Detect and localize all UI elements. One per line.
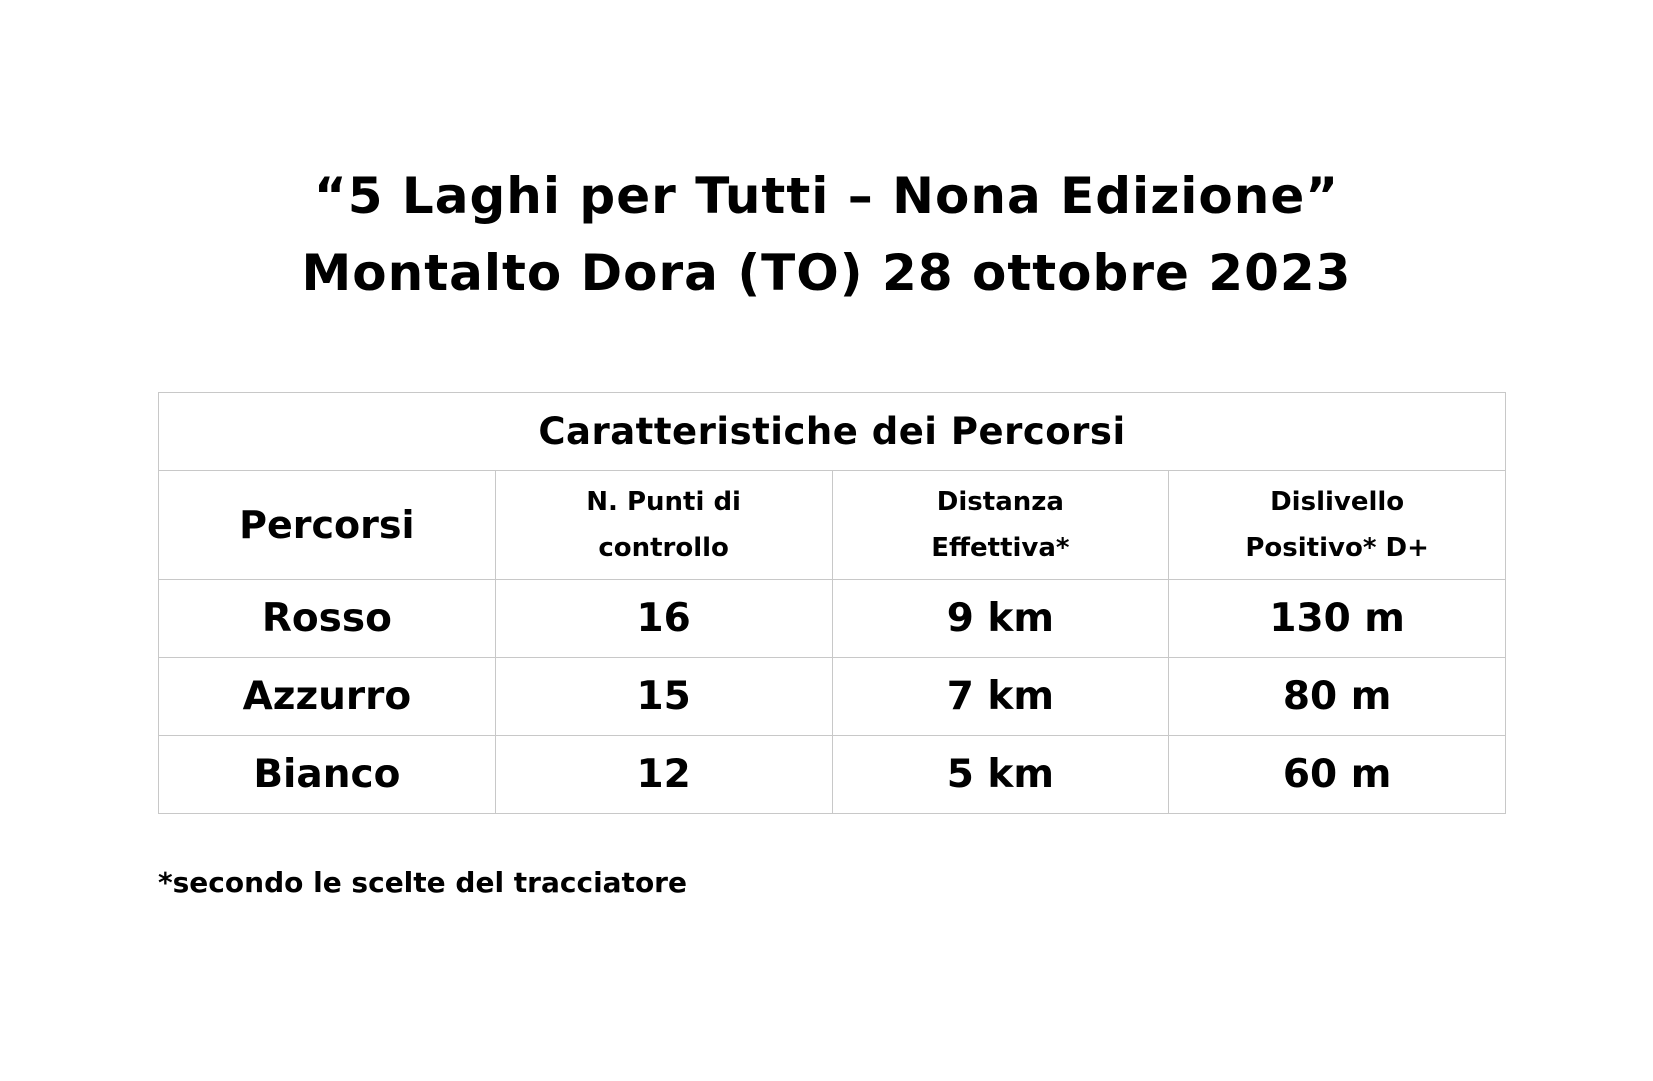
table-row <box>159 580 1506 658</box>
header-punti-controllo-label: N. Punti di controllo <box>586 487 741 563</box>
cell-percorso: Bianco <box>159 736 496 814</box>
table-caption-row <box>159 393 1506 471</box>
title-line-1: “5 Laghi per Tutti – Nona Edizione” <box>313 167 1340 225</box>
header-dislivello <box>1169 471 1506 580</box>
cell-distanza: 7 km <box>832 658 1169 736</box>
cell-punti: 16 <box>495 580 832 658</box>
cell-percorso: Rosso <box>159 580 496 658</box>
page-title <box>0 158 1653 312</box>
cell-dislivello: 60 m <box>1169 736 1506 814</box>
routes-table-container <box>158 392 1506 814</box>
cell-dislivello: 80 m <box>1169 658 1506 736</box>
cell-dislivello: 130 m <box>1169 580 1506 658</box>
cell-distanza: 5 km <box>832 736 1169 814</box>
footnote: *secondo le scelte del tracciatore <box>158 866 687 899</box>
header-distanza-label: Distanza Effettiva* <box>931 487 1070 563</box>
routes-table <box>158 392 1506 814</box>
header-punti-controllo <box>495 471 832 580</box>
cell-distanza: 9 km <box>832 580 1169 658</box>
table-header-row <box>159 471 1506 580</box>
cell-punti: 15 <box>495 658 832 736</box>
header-percorsi: Percorsi <box>159 471 496 580</box>
title-line-2: Montalto Dora (TO) 28 ottobre 2023 <box>301 244 1352 302</box>
table-caption: Caratteristiche dei Percorsi <box>159 393 1506 471</box>
table-row <box>159 736 1506 814</box>
cell-punti: 12 <box>495 736 832 814</box>
header-distanza <box>832 471 1169 580</box>
table-row <box>159 658 1506 736</box>
header-dislivello-label: Dislivello Positivo* D+ <box>1245 487 1429 563</box>
cell-percorso: Azzurro <box>159 658 496 736</box>
